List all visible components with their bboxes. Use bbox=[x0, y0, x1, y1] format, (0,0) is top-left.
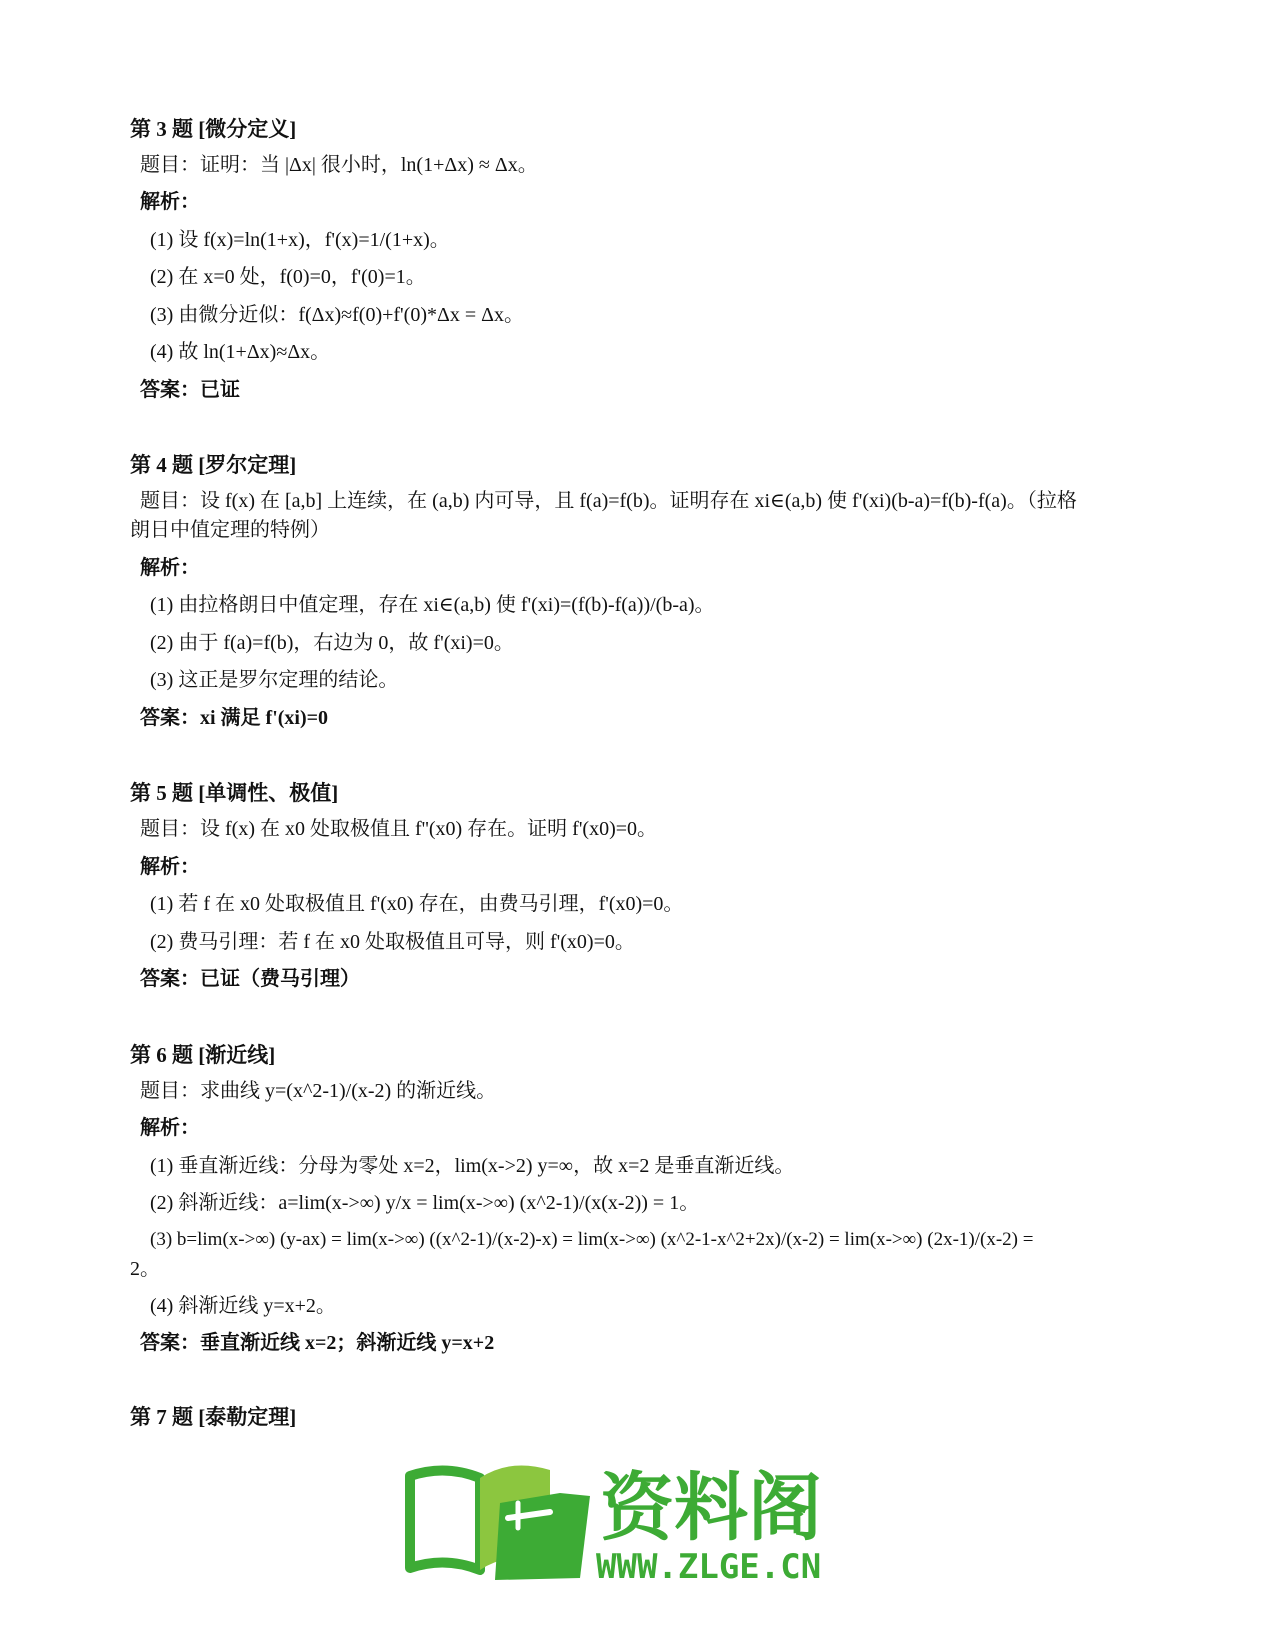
watermark-url: WWW.ZLGE.CN bbox=[596, 1547, 822, 1587]
question-5-step-2: (2) 费马引理：若 f 在 x0 处取极值且可导，则 f'(x0)=0。 bbox=[150, 931, 635, 953]
question-7-title: 第 7 题 [泰勒定理] bbox=[130, 1405, 297, 1429]
question-6-step-4: (4) 斜渐近线 y=x+2。 bbox=[150, 1295, 336, 1317]
question-4-prompt: 题目：设 f(x) 在 [a,b] 上连续，在 (a,b) 内可导，且 f(a)=f(b)。证明存在 xi∈(a,b) 使 f'(xi)(b-a)=f(b)-f(a)。（拉格 bbox=[140, 490, 1077, 512]
question-5-step-1: (1) 若 f 在 x0 处取极值且 f'(x0) 存在，由费马引理，f'(x0)=0。 bbox=[150, 893, 684, 915]
question-6-step-3: (3) b=lim(x->∞) (y-ax) = lim(x->∞) ((x^2-1)/(x-2)-x) = lim(x->∞) (x^2-1-x^2+2x)/(x-2) = lim(x->∞) (2x-1)/(x-2) = bbox=[150, 1229, 1034, 1250]
question-4-step-1: (1) 由拉格朗日中值定理，存在 xi∈(a,b) 使 f'(xi)=(f(b)-f(a))/(b-a)。 bbox=[150, 594, 715, 616]
question-4-title: 第 4 题 [罗尔定理] bbox=[130, 453, 297, 477]
question-4-step-2: (2) 由于 f(a)=f(b)，右边为 0，故 f'(xi)=0。 bbox=[150, 632, 514, 654]
question-3-answer: 答案：已证 bbox=[140, 379, 240, 401]
question-3-analysis-label: 解析： bbox=[140, 191, 200, 213]
question-6-step-3-continued: 2。 bbox=[130, 1258, 160, 1280]
question-6-title: 第 6 题 [渐近线] bbox=[130, 1043, 276, 1067]
question-3-prompt: 题目：证明：当 |Δx| 很小时，ln(1+Δx) ≈ Δx。 bbox=[140, 154, 538, 176]
question-4-step-3: (3) 这正是罗尔定理的结论。 bbox=[150, 669, 399, 691]
question-4-answer: 答案：xi 满足 f'(xi)=0 bbox=[140, 707, 329, 729]
question-4-analysis-label: 解析： bbox=[140, 557, 200, 579]
question-5-title: 第 5 题 [单调性、极值] bbox=[130, 781, 339, 805]
question-5-answer: 答案：已证（费马引理） bbox=[140, 968, 360, 990]
open-book-icon bbox=[410, 1466, 590, 1581]
question-6-analysis-label: 解析： bbox=[140, 1117, 200, 1139]
question-6-answer: 答案：垂直渐近线 x=2；斜渐近线 y=x+2 bbox=[140, 1332, 495, 1354]
question-3-step-3: (3) 由微分近似：f(Δx)≈f(0)+f'(0)*Δx = Δx。 bbox=[150, 304, 524, 326]
question-3-step-4: (4) 故 ln(1+Δx)≈Δx。 bbox=[150, 341, 331, 363]
question-6-prompt: 题目：求曲线 y=(x^2-1)/(x-2) 的渐近线。 bbox=[140, 1080, 497, 1102]
question-3-step-1: (1) 设 f(x)=ln(1+x)，f'(x)=1/(1+x)。 bbox=[150, 229, 450, 251]
question-4-prompt-continued: 朗日中值定理的特例） bbox=[130, 519, 330, 541]
question-5-analysis-label: 解析： bbox=[140, 856, 200, 878]
zlge-watermark bbox=[400, 1448, 870, 1588]
question-3-step-2: (2) 在 x=0 处，f(0)=0，f'(0)=1。 bbox=[150, 266, 426, 288]
watermark-name: 资料阁 bbox=[600, 1465, 822, 1551]
question-6-step-2: (2) 斜渐近线：a=lim(x->∞) y/x = lim(x->∞) (x^2-1)/(x(x-2)) = 1。 bbox=[150, 1192, 700, 1214]
question-5-prompt: 题目：设 f(x) 在 x0 处取极值且 f''(x0) 存在。证明 f'(x0)=0。 bbox=[140, 818, 658, 840]
question-6-step-1: (1) 垂直渐近线：分母为零处 x=2，lim(x->2) y=∞，故 x=2 是垂直渐近线。 bbox=[150, 1155, 795, 1177]
question-3-title: 第 3 题 [微分定义] bbox=[130, 117, 297, 141]
